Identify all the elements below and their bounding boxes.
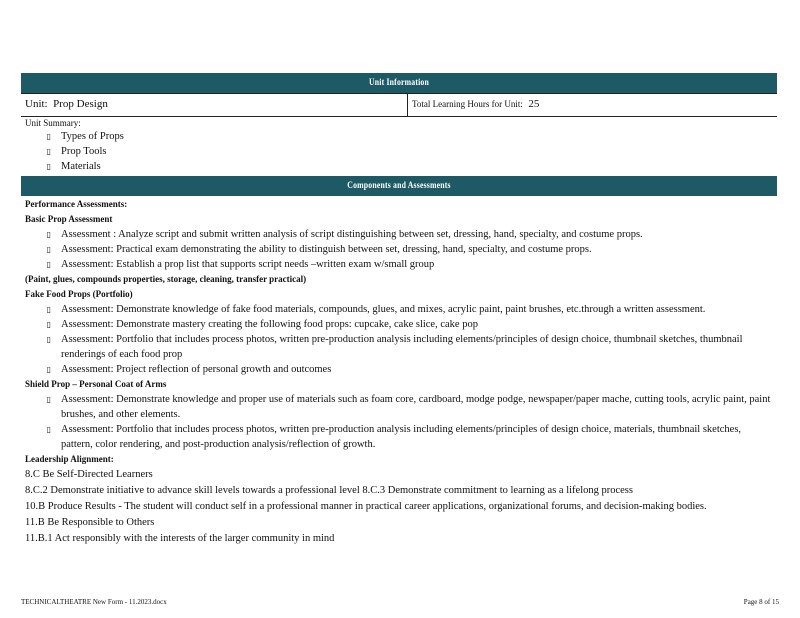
unit-info-header: Unit Information: [89, 73, 709, 93]
fake-food-label: Fake Food Props (Portfolio): [25, 289, 133, 299]
unit-label: Unit:: [25, 98, 48, 110]
document-page: [21, 73, 777, 548]
hours-value: 25: [528, 98, 540, 110]
basic-note: (Paint, glues, compounds properties, storage, cleaning, transfer practical): [25, 274, 307, 284]
unit-info-header-bar: [21, 73, 777, 93]
components-section: [21, 196, 777, 548]
page-footer: [21, 598, 779, 606]
list-item: ▯ Prop Tools: [25, 144, 773, 159]
list-item: ▯ Materials: [25, 159, 773, 174]
list-item: ▯ Types of Props: [25, 129, 773, 144]
leadership-line: 8.C.2 Demonstrate initiative to advance skill levels towards a professional level 8.C.3 Demonstrate commitment to learning as a lifelong process: [25, 485, 633, 496]
bullet-icon: ▯: [46, 162, 51, 171]
bullet-icon: ▯: [46, 335, 51, 344]
bullet-icon: ▯: [46, 132, 51, 141]
leadership-line: 11.B Be Responsible to Others: [25, 517, 155, 528]
summary-label: Unit Summary:: [25, 118, 81, 128]
list-item: ▯ Assessment: Demonstrate knowledge and proper use of materials such as foam core, cardboard, modge podge, newspaper/paper mache, cutting tools, acrylic paint, paint brushes, and other elements.: [25, 392, 773, 422]
bullet-icon: ▯: [46, 425, 51, 434]
list-item: ▯ Assessment: Demonstrate knowledge of fake food materials, compounds, glues, and mixes, acrylic paint, paint brushes, etc.through a written assessment.: [25, 302, 773, 317]
list-item: ▯ Assessment: Project reflection of personal growth and outcomes: [25, 362, 773, 377]
footer-page-number: Page 8 of 15: [743, 598, 779, 606]
hours-label: Total Learning Hours for Unit:: [412, 99, 523, 109]
unit-cell: [21, 94, 408, 116]
unit-value: Prop Design: [53, 98, 108, 110]
performance-label: Performance Assessments:: [25, 199, 128, 209]
bullet-icon: ▯: [46, 230, 51, 239]
list-item: ▯ Assessment: Establish a prop list that supports script needs –written exam w/small group: [25, 257, 773, 272]
leadership-line: 11.B.1 Act responsibly with the interests of the larger community in mind: [25, 533, 335, 544]
leadership-line: 8.C Be Self-Directed Learners: [25, 469, 153, 480]
bullet-icon: ▯: [46, 320, 51, 329]
shield-prop-label: Shield Prop – Personal Coat of Arms: [25, 379, 167, 389]
bullet-icon: ▯: [46, 147, 51, 156]
bullet-icon: ▯: [46, 395, 51, 404]
bullet-icon: ▯: [46, 245, 51, 254]
bullet-icon: ▯: [46, 305, 51, 314]
list-item: ▯ Assessment: Portfolio that includes process photos, written pre-production analysis including elements/principles of design choice, materials, thumbnail sketches, pattern, color rendering, and post-production analysis/reflection of growth.: [25, 422, 773, 452]
basic-prop-label: Basic Prop Assessment: [25, 214, 113, 224]
footer-filename: TECHNICALTHEATRE New Form - 11.2023.docx: [21, 598, 167, 606]
list-item: ▯ Assessment : Analyze script and submit written analysis of script distinguishing between set, dressing, hand, specialty, and costume props.: [25, 227, 773, 242]
hours-cell: [408, 94, 777, 116]
list-item: ▯ Assessment: Demonstrate mastery creating the following food props: cupcake, cake slice, cake pop: [25, 317, 773, 332]
list-item: ▯ Assessment: Portfolio that includes process photos, written pre-production analysis including elements/principles of design choice, thumbnail sketches, thumbnail renderings of each food prop: [25, 332, 773, 362]
leadership-label: Leadership Alignment:: [25, 454, 114, 464]
unit-summary: [21, 116, 777, 176]
unit-info-row: [21, 93, 777, 116]
components-header: Components and Assessments: [89, 176, 709, 196]
components-header-bar: [21, 176, 777, 196]
leadership-line: 10.B Produce Results - The student will conduct self in a professional manner in practical career applications, organizational forums, and decision-making bodies.: [25, 501, 707, 512]
list-item: ▯ Assessment: Practical exam demonstrating the ability to distinguish between set, dressing, hand, specialty, and costume props.: [25, 242, 773, 257]
bullet-icon: ▯: [46, 260, 51, 269]
bullet-icon: ▯: [46, 365, 51, 374]
